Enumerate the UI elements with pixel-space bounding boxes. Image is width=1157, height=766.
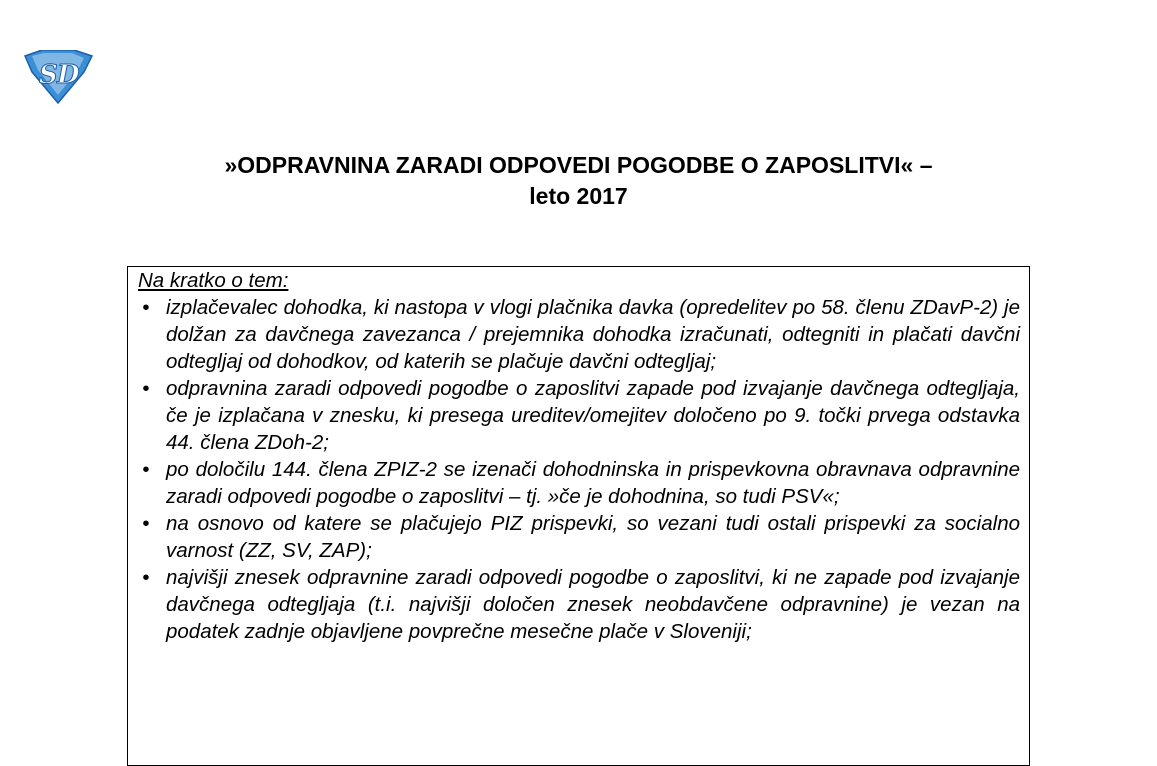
title-line-2: leto 2017 bbox=[529, 183, 628, 209]
summary-list bbox=[138, 294, 1020, 645]
bullet-icon: • bbox=[142, 377, 150, 400]
summary-box bbox=[127, 266, 1030, 766]
bullet-icon: • bbox=[142, 566, 150, 589]
bullet-icon: • bbox=[142, 512, 150, 535]
svg-text:S: S bbox=[39, 60, 58, 90]
list-item-text: po določilu 144. člena ZPIZ-2 se izenači dohodninska in prispevkovna obravnava odpravnine zaradi odpovedi pogodbe o zaposlitvi – tj. »če je dohodnina, so tudi PSV«; bbox=[166, 458, 1020, 508]
list-item-text: na osnovo od katere se plačujejo PIZ prispevki, so vezani tudi ostali prispevki za socialno varnost (ZZ, SV, ZAP); bbox=[166, 512, 1020, 562]
svg-text:D: D bbox=[57, 60, 80, 90]
list-item bbox=[138, 375, 1020, 456]
company-logo-icon bbox=[22, 50, 94, 104]
list-item bbox=[138, 510, 1020, 564]
list-item-text: najvišji znesek odpravnine zaradi odpovedi pogodbe o zaposlitvi, ki ne zapade pod izvajanje davčnega odtegljaja (t.i. najvišji določen znesek neobdavčene odpravnine) je vezan na podatek zadnje objavljene povprečne mesečne plače v Sloveniji; bbox=[166, 566, 1020, 643]
list-item-text: odpravnina zaradi odpovedi pogodbe o zaposlitvi zapade pod izvajanje davčnega odtegljaja, če je izplačana v znesku, ki presega ureditev/omejitev določeno po 9. točki prvega odstavka 44. člena ZDoh-2; bbox=[166, 377, 1020, 454]
title-line-1: »ODPRAVNINA ZARADI ODPOVEDI POGODBE O ZAPOSLITVI« – bbox=[224, 152, 933, 178]
bullet-icon: • bbox=[142, 458, 150, 481]
list-item bbox=[138, 456, 1020, 510]
bullet-icon: • bbox=[142, 296, 150, 319]
list-item bbox=[138, 564, 1020, 645]
page-title bbox=[0, 150, 1157, 212]
summary-heading: Na kratko o tem: bbox=[138, 269, 289, 292]
list-item bbox=[138, 294, 1020, 375]
list-item-text: izplačevalec dohodka, ki nastopa v vlogi plačnika davka (opredelitev po 58. členu ZDavP-2) je dolžan za davčnega zavezanca / prejemnika dohodka izračunati, odtegniti in plačati davčni odtegljaj od dohodkov, od katerih se plačuje davčni odtegljaj; bbox=[166, 296, 1020, 373]
